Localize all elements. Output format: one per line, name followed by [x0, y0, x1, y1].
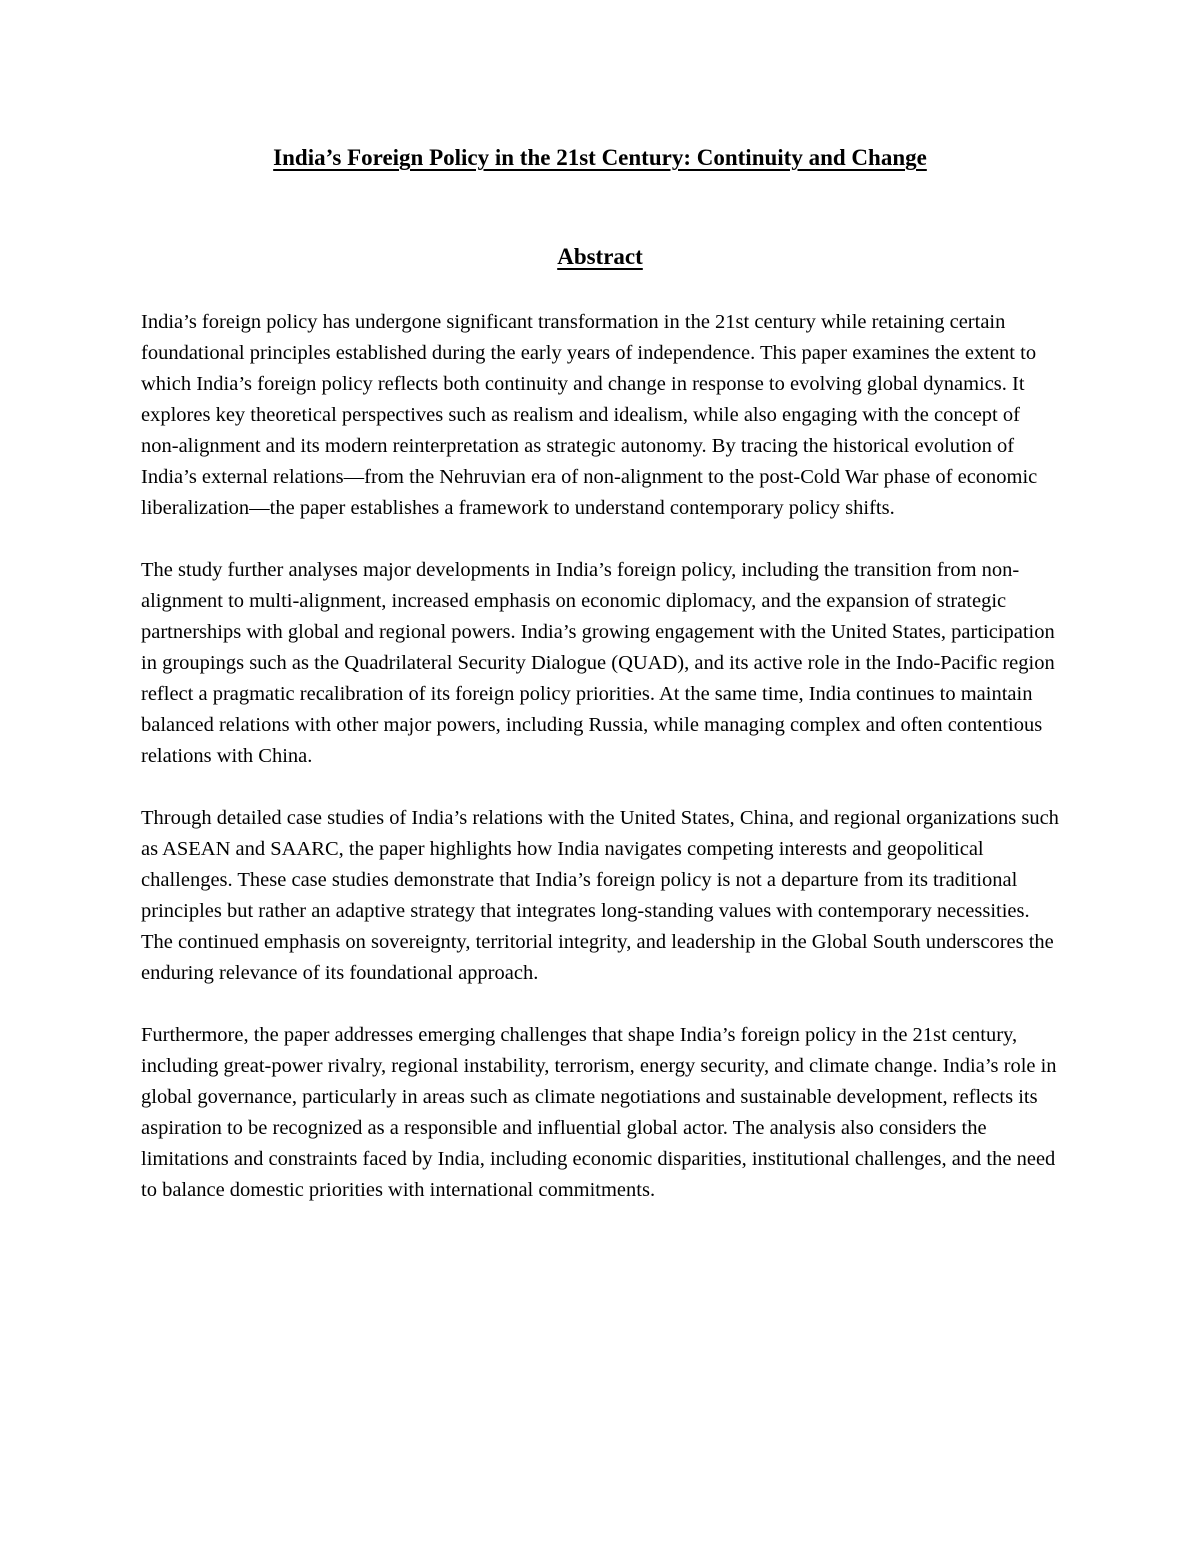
abstract-heading: Abstract: [557, 244, 643, 269]
abstract-paragraph-1: India’s foreign policy has undergone significant transformation in the 21st century while retaining certain foundational principles established during the early years of independence. This paper examines the extent to which India’s foreign policy reflects both continuity and change in response to evolving global dynamics. It explores key theoretical perspectives such as realism and idealism, while also engaging with the concept of non-alignment and its modern reinterpretation as strategic autonomy. By tracing the historical evolution of India’s external relations—from the Nehruvian era of non-alignment to the post-Cold War phase of economic liberalization—the paper establishes a framework to understand contemporary policy shifts.: [141, 311, 1038, 519]
abstract-paragraph-3: Through detailed case studies of India’s relations with the United States, China, and regional organizations such as ASEAN and SAARC, the paper highlights how India navigates competing interests and geopolitical challenges. These case studies demonstrate that India’s foreign policy is not a departure from its traditional principles but rather an adaptive strategy that integrates long-standing values with contemporary necessities. The continued emphasis on sovereignty, territorial integrity, and leadership in the Global South underscores the enduring relevance of its foundational approach.: [141, 807, 1059, 984]
abstract-body: [141, 307, 1061, 1237]
paper-title: India’s Foreign Policy in the 21st Century: Continuity and Change: [273, 145, 927, 170]
abstract-paragraph-4: Furthermore, the paper addresses emerging challenges that shape India’s foreign policy in the 21st century, including great-power rivalry, regional instability, terrorism, energy security, and climate change. India’s role in global governance, particularly in areas such as climate negotiations and sustainable development, reflects its aspiration to be recognized as a responsible and influential global actor. The analysis also considers the limitations and constraints faced by India, including economic disparities, institutional challenges, and the need to balance domestic priorities with international commitments.: [141, 1024, 1057, 1201]
abstract-paragraph-2: The study further analyses major developments in India’s foreign policy, including the transition from non-alignment to multi-alignment, increased emphasis on economic diplomacy, and the expansion of strategic partnerships with global and regional powers. India’s growing engagement with the United States, participation in groupings such as the Quadrilateral Security Dialogue (QUAD), and its active role in the Indo-Pacific region reflect a pragmatic recalibration of its foreign policy priorities. At the same time, India continues to maintain balanced relations with other major powers, including Russia, while managing complex and often contentious relations with China.: [141, 559, 1055, 767]
